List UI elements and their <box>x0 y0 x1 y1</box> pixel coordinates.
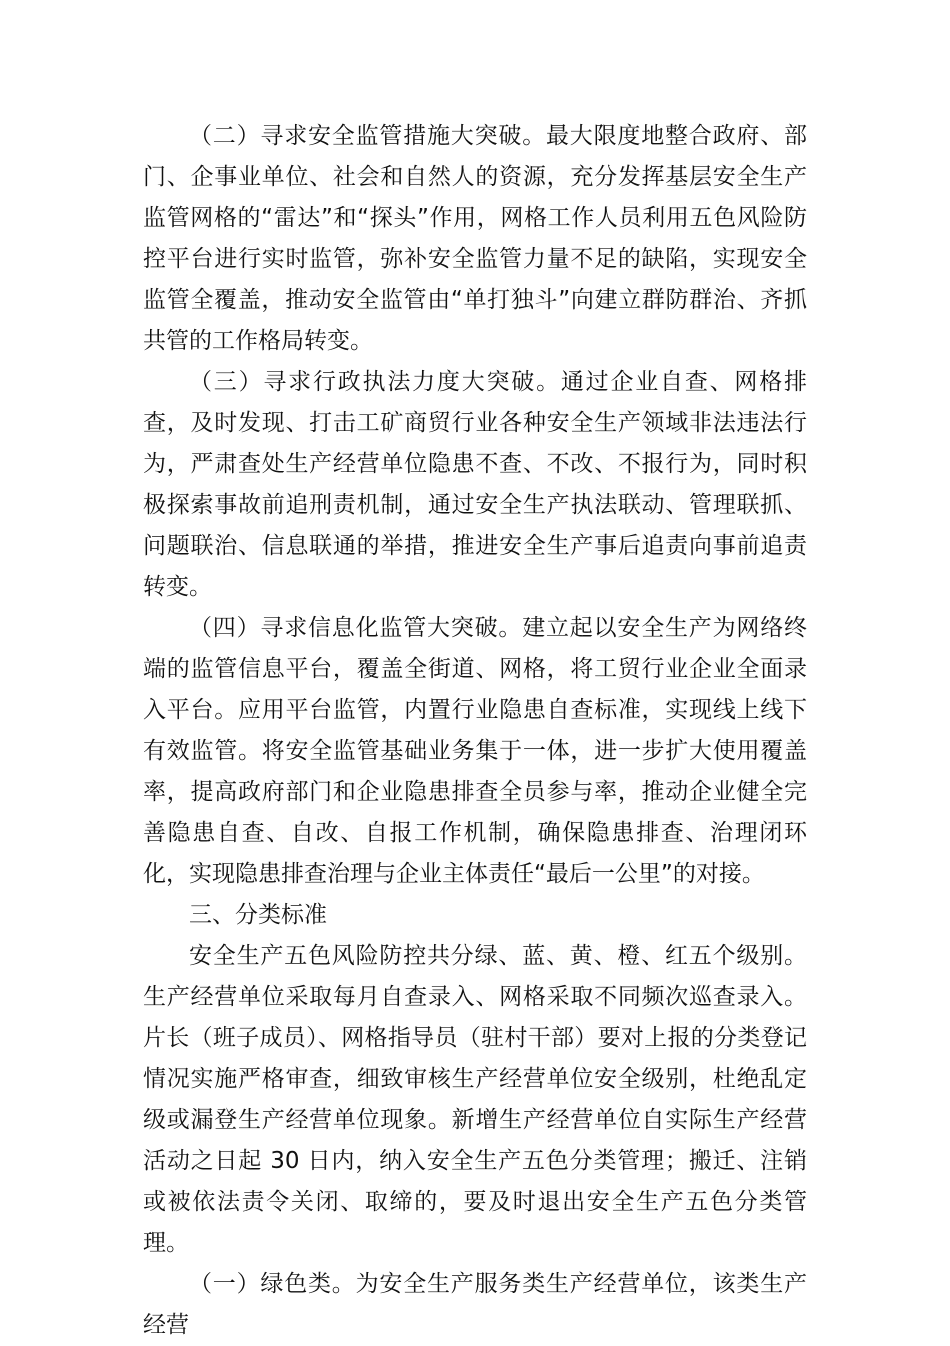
paragraph-green-category: （一）绿色类。为安全生产服务类生产经营单位，该类生产经营 <box>143 1271 807 1338</box>
paragraph-classification-intro: 安全生产五色风险防控共分绿、蓝、黄、橙、红五个级别。生产经营单位采取每月自查录入、网格采取不同频次巡查录入。片长（班子成员）、网格指导员（驻村干部）要对上报的分类登记情况实施严格审查，细致审核生产经营单位安全级别，杜绝乱定级或漏登生产经营单位现象。新增生产经营单位自实际生产经营活动之日起 30 日内，纳入安全生产五色分类管理；搬迁、注销或被依法责令关闭、取缔的，要及时退出安全生产五色分类管理。 <box>143 943 807 1256</box>
paragraph-measure-two: （二）寻求安全监管措施大突破。最大限度地整合政府、部门、企事业单位、社会和自然人的资源，充分发挥基层安全生产监管网格的“雷达”和“探头”作用，网格工作人员利用五色风险防控平台进行实时监管，弥补安全监管力量不足的缺陷，实现安全监管全覆盖，推动安全监管由“单打独斗”向建立群防群治、齐抓共管的工作格局转变。 <box>143 123 807 354</box>
paragraph-measure-four: （四）寻求信息化监管大突破。建立起以安全生产为网络终端的监管信息平台，覆盖全街道、网格，将工贸行业企业全面录入平台。应用平台监管，内置行业隐患自查标准，实现线上线下有效监管。将安全监管基础业务集于一体，进一步扩大使用覆盖率，提高政府部门和企业隐患排查全员参与率，推动企业健全完善隐患自查、自改、自报工作机制，确保隐患排查、治理闭环化，实现隐患排查治理与企业主体责任“最后一公里”的对接。 <box>143 615 807 887</box>
document-body <box>143 116 807 1346</box>
paragraph-measure-three: （三）寻求行政执法力度大突破。通过企业自查、网格排查，及时发现、打击工矿商贸行业各种安全生产领域非法违法行为，严肃查处生产经营单位隐患不查、不改、不报行为，同时积极探索事故前追刑责机制，通过安全生产执法联动、管理联抓、问题联治、信息联通的举措，推进安全生产事后追责向事前追责转变。 <box>143 369 807 600</box>
section-heading-classification: 三、分类标准 <box>189 902 327 928</box>
